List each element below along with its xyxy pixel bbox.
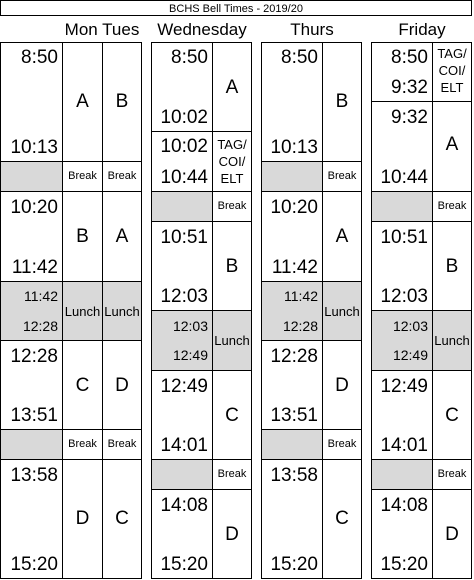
lunch-label: Lunch: [324, 304, 360, 319]
end-time: 12:49: [392, 347, 428, 363]
start-time: 8:50: [21, 47, 58, 68]
period-cell: [212, 489, 252, 579]
break-label: Break: [437, 468, 467, 480]
period-cell: [62, 191, 103, 282]
time-block: [261, 191, 323, 282]
day-header-friday: Friday: [398, 20, 446, 39]
time-block: [371, 221, 433, 311]
end-time: 10:13: [270, 137, 318, 158]
start-time: 14:08: [380, 495, 428, 516]
period-cell: [102, 191, 142, 282]
period-label: D: [445, 524, 459, 545]
start-time: 10:20: [10, 197, 58, 218]
period-cell: [62, 459, 103, 579]
break-row: [261, 429, 323, 460]
break-cell: [322, 161, 362, 192]
day-header-wednesday: Wednesday: [157, 20, 247, 39]
period-label: B: [76, 226, 89, 247]
start-time: 13:58: [270, 465, 318, 486]
period-cell: [212, 42, 252, 132]
end-time: 13:51: [10, 405, 58, 426]
start-time: 12:49: [380, 376, 428, 397]
end-time: 11:42: [11, 257, 58, 278]
lunch-label: Lunch: [214, 333, 250, 348]
start-time: 14:08: [160, 495, 208, 516]
period-label: A: [445, 134, 459, 155]
end-time: 12:28: [22, 318, 58, 334]
period-label: D: [335, 375, 349, 396]
time-block: [261, 459, 323, 579]
time-block: [151, 489, 213, 579]
period-label: C: [225, 405, 239, 426]
lunch-time-block: [151, 310, 213, 371]
end-time: 15:20: [160, 554, 208, 575]
time-block: [371, 101, 433, 192]
end-time: 15:20: [10, 554, 58, 575]
end-time: 12:03: [380, 286, 428, 307]
break-label: Break: [107, 170, 137, 182]
day-header-mon-tues: Mon Tues: [64, 20, 140, 39]
break-label: Break: [217, 468, 247, 480]
break-label: Break: [107, 438, 137, 450]
period-label: B: [225, 256, 239, 277]
end-time: 11:42: [271, 257, 318, 278]
time-block: [0, 191, 63, 282]
period-label: A: [225, 77, 239, 98]
period-label: B: [445, 256, 459, 277]
break-cell: [102, 161, 142, 192]
lunch-label: Lunch: [434, 333, 470, 348]
tag-coi-elt-cell: [432, 42, 472, 102]
period-label: C: [335, 508, 349, 529]
break-row: [151, 459, 213, 490]
break-row: [151, 191, 213, 222]
start-time: 10:51: [380, 227, 428, 248]
break-cell: [62, 161, 103, 192]
start-time: 13:58: [10, 465, 58, 486]
period-label: B: [115, 91, 129, 112]
period-label: C: [115, 508, 129, 529]
period-cell: [102, 340, 142, 430]
time-block: [151, 370, 213, 460]
period-cell: [322, 191, 362, 282]
time-block: [151, 131, 213, 192]
lunch-cell: [432, 310, 472, 371]
tag-coi-elt-label: TAG/ COI/ ELT: [217, 137, 247, 186]
start-time: 10:02: [160, 136, 208, 157]
period-label: D: [75, 508, 90, 529]
page-title: BCHS Bell Times - 2019/20: [0, 0, 472, 16]
time-block: [0, 340, 63, 430]
start-time: 8:50: [281, 47, 318, 68]
break-row: [261, 161, 323, 192]
start-time: 12:49: [160, 376, 208, 397]
end-time: 10:02: [160, 107, 208, 128]
break-row: [0, 429, 63, 460]
start-time: 8:50: [171, 47, 208, 68]
tag-coi-elt-label: TAG/ COI/ ELT: [437, 46, 467, 95]
lunch-cell: [62, 281, 103, 341]
end-time: 12:28: [282, 318, 318, 334]
time-block: [261, 42, 323, 162]
lunch-cell: [102, 281, 142, 341]
time-block: [371, 42, 433, 102]
end-time: 10:13: [10, 137, 58, 158]
period-cell: [212, 221, 252, 311]
break-label: Break: [217, 200, 247, 212]
start-time: 12:03: [172, 318, 208, 334]
period-label: A: [335, 226, 349, 247]
end-time: 10:44: [160, 167, 208, 188]
end-time: 13:51: [270, 405, 318, 426]
time-block: [151, 42, 213, 132]
period-label: B: [335, 91, 349, 112]
lunch-time-block: [261, 281, 323, 341]
lunch-label: Lunch: [104, 304, 140, 319]
period-label: A: [115, 226, 129, 247]
break-cell: [432, 191, 472, 222]
break-label: Break: [327, 438, 357, 450]
period-cell: [62, 340, 103, 430]
period-label: C: [75, 375, 90, 396]
end-time: 12:03: [160, 286, 208, 307]
period-cell: [212, 370, 252, 460]
period-label: D: [225, 524, 239, 545]
day-header-thurs: Thurs: [290, 20, 334, 39]
period-cell: [432, 489, 472, 579]
period-cell: [432, 221, 472, 311]
time-block: [371, 370, 433, 460]
start-time: 11:42: [24, 288, 58, 304]
break-cell: [212, 191, 252, 222]
break-cell: [62, 429, 103, 460]
break-label: Break: [437, 200, 467, 212]
break-label: Break: [68, 438, 97, 450]
time-block: [0, 459, 63, 579]
break-label: Break: [327, 170, 357, 182]
end-time: 15:20: [270, 554, 318, 575]
end-time: 15:20: [380, 554, 428, 575]
period-label: C: [445, 405, 459, 426]
end-time: 9:32: [391, 77, 428, 98]
end-time: 12:49: [172, 347, 208, 363]
start-time: 12:03: [392, 318, 428, 334]
time-block: [0, 42, 63, 162]
break-cell: [102, 429, 142, 460]
end-time: 14:01: [160, 435, 208, 456]
break-cell: [212, 459, 252, 490]
lunch-cell: [212, 310, 252, 371]
lunch-time-block: [0, 281, 63, 341]
period-cell: [102, 42, 142, 162]
break-row: [371, 191, 433, 222]
period-cell: [62, 42, 103, 162]
break-cell: [432, 459, 472, 490]
period-label: A: [76, 91, 89, 112]
period-cell: [432, 370, 472, 460]
start-time: 11:42: [284, 288, 318, 304]
period-cell: [432, 101, 472, 192]
start-time: 8:50: [391, 47, 428, 68]
period-cell: [322, 42, 362, 162]
period-label: D: [115, 375, 129, 396]
start-time: 10:51: [160, 227, 208, 248]
period-cell: [102, 459, 142, 579]
break-label: Break: [68, 170, 97, 182]
start-time: 12:28: [10, 346, 58, 367]
period-cell: [322, 340, 362, 430]
start-time: 10:20: [270, 197, 318, 218]
end-time: 14:01: [380, 435, 428, 456]
lunch-cell: [322, 281, 362, 341]
break-row: [371, 459, 433, 490]
break-row: [0, 161, 63, 192]
period-cell: [322, 459, 362, 579]
tag-coi-elt-cell: [212, 131, 252, 192]
start-time: 9:32: [391, 107, 428, 128]
break-cell: [322, 429, 362, 460]
end-time: 10:44: [380, 167, 428, 188]
start-time: 12:28: [270, 346, 318, 367]
lunch-time-block: [371, 310, 433, 371]
time-block: [371, 489, 433, 579]
time-block: [261, 340, 323, 430]
time-block: [151, 221, 213, 311]
lunch-label: Lunch: [64, 304, 101, 319]
